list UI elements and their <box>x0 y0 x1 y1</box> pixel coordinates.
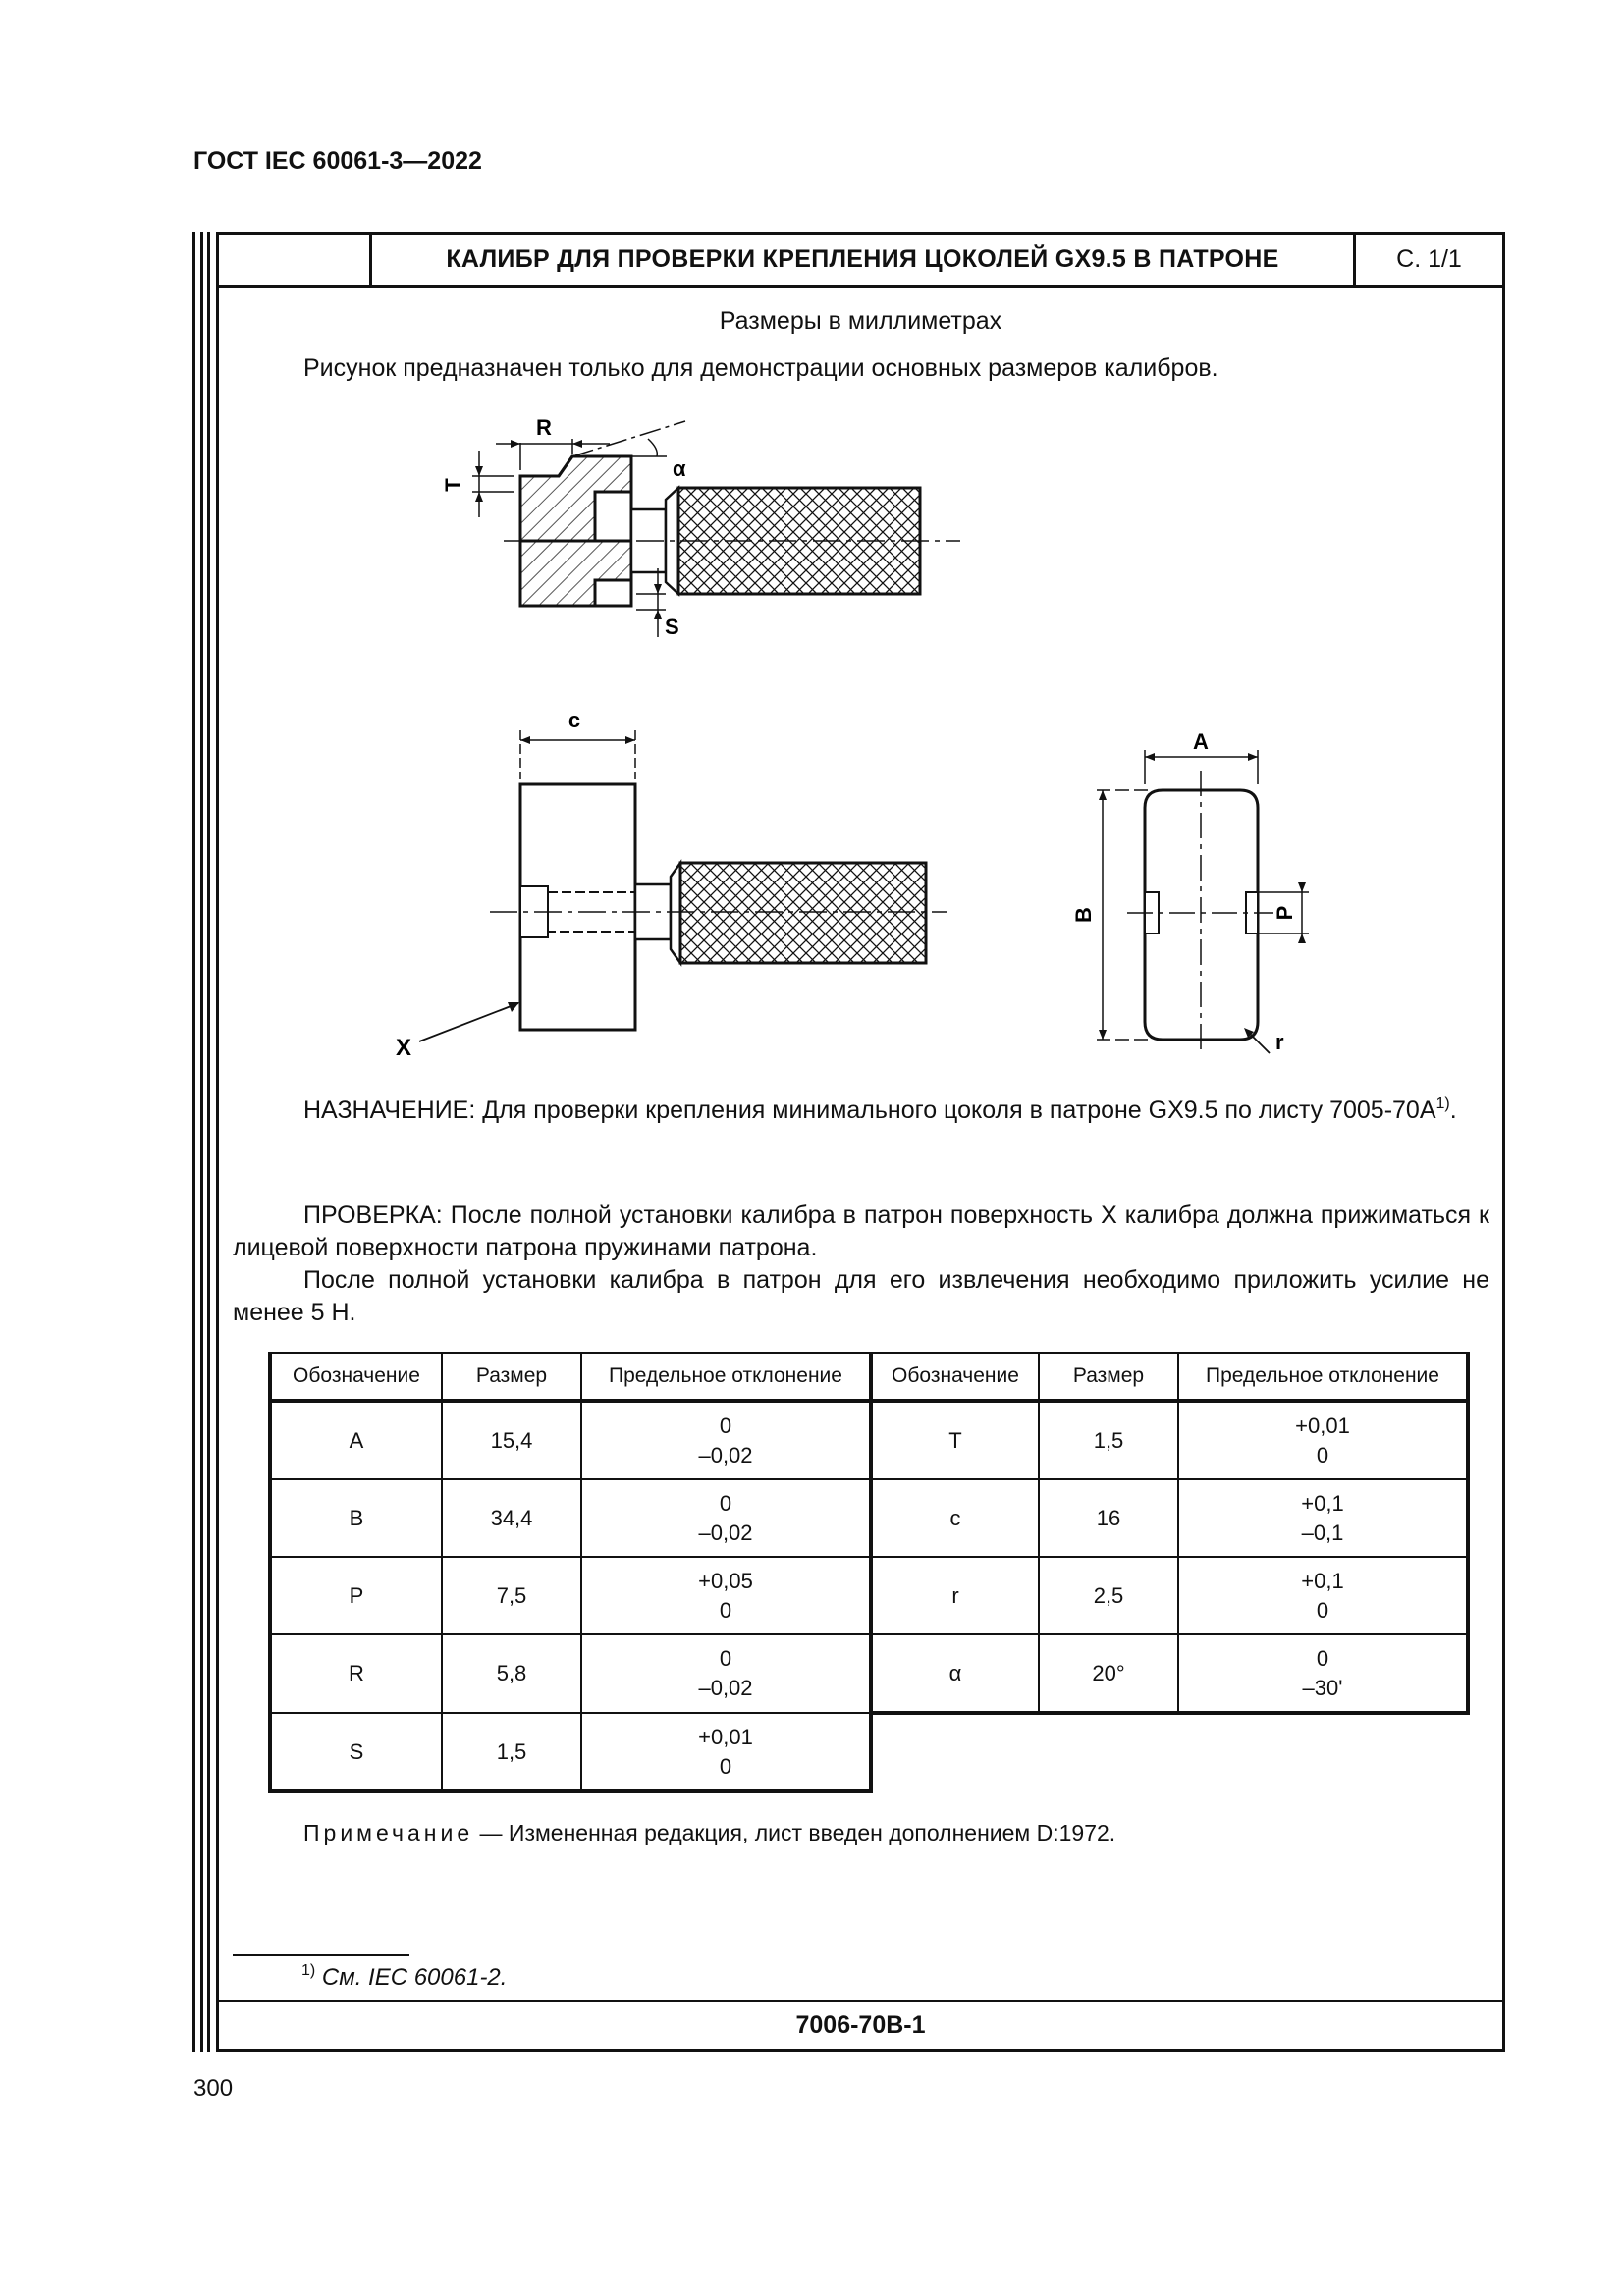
check-body-2: После полной установки калибра в патрон для его извлечения необходимо приложить усилие не менее 5 Н. <box>233 1266 1489 1326</box>
footnote-separator <box>233 1954 409 1956</box>
cell-tolerance <box>1178 1557 1468 1634</box>
units-note: Размеры в миллиметрах <box>719 307 1002 335</box>
side-view <box>1071 729 1309 1054</box>
cell-size: 15,4 <box>442 1401 581 1479</box>
cell-symbol: r <box>871 1557 1039 1634</box>
table-row <box>270 1713 1468 1791</box>
front-view <box>396 708 947 1061</box>
title-blank-cell <box>219 235 372 285</box>
note-text: — Измененная редакция, лист введен дополнением D:1972. <box>473 1820 1116 1845</box>
footnote <box>301 1964 507 1992</box>
cell-symbol: α <box>871 1634 1039 1713</box>
tol-lower: 0 <box>719 1597 732 1623</box>
tol-lower: 0 <box>1316 1442 1329 1468</box>
check-text-1 <box>233 1200 1489 1264</box>
binding-bar <box>192 232 195 2052</box>
tol-upper: +0,01 <box>1295 1413 1350 1438</box>
section-view <box>441 415 960 639</box>
tol-lower: 0 <box>719 1753 732 1779</box>
tol-lower: –0,02 <box>698 1520 753 1545</box>
header-symbol: Обозначение <box>871 1353 1039 1401</box>
table-row <box>270 1634 1468 1713</box>
tol-upper: +0,01 <box>698 1724 753 1749</box>
table-row <box>270 1479 1468 1557</box>
footnote-marker: 1) <box>301 1962 316 1979</box>
cell-size: 2,5 <box>1039 1557 1178 1634</box>
note-label: Примечание <box>303 1820 474 1845</box>
cell-size: 1,5 <box>442 1713 581 1791</box>
sheet-title: КАЛИБР ДЛЯ ПРОВЕРКИ КРЕПЛЕНИЯ ЦОКОЛЕЙ GX9.5 В ПАТРОНЕ <box>372 235 1356 285</box>
header-symbol: Обозначение <box>270 1353 442 1401</box>
tol-upper: 0 <box>719 1490 732 1516</box>
cell-symbol: T <box>871 1401 1039 1479</box>
cell-symbol: P <box>270 1557 442 1634</box>
standard-sheet <box>216 232 1505 2052</box>
standard-code: ГОСТ IEC 60061-3—2022 <box>193 147 482 175</box>
purpose-footnote-ref: 1) <box>1435 1095 1450 1112</box>
cell-size: 16 <box>1039 1479 1178 1557</box>
label-R: R <box>536 415 552 440</box>
cell-symbol: A <box>270 1401 442 1479</box>
cell-tolerance <box>581 1401 871 1479</box>
purpose-text <box>233 1095 1489 1127</box>
table-row <box>270 1401 1468 1479</box>
purpose-end: . <box>1449 1096 1457 1124</box>
footnote-text: См. IEC 60061-2. <box>315 1964 508 1991</box>
check-text-2 <box>233 1264 1489 1329</box>
cell-tolerance <box>581 1479 871 1557</box>
label-r: r <box>1275 1030 1284 1054</box>
tol-upper: 0 <box>1316 1645 1329 1671</box>
label-c: c <box>568 708 581 732</box>
note <box>303 1817 1115 1849</box>
cell-size: 34,4 <box>442 1479 581 1557</box>
cell-size: 7,5 <box>442 1557 581 1634</box>
cell-size: 5,8 <box>442 1634 581 1713</box>
cell-symbol: R <box>270 1634 442 1713</box>
tol-upper: +0,1 <box>1301 1490 1344 1516</box>
cell-symbol: S <box>270 1713 442 1791</box>
cell-tolerance <box>581 1557 871 1634</box>
cell-tolerance <box>1178 1401 1468 1479</box>
label-B: B <box>1071 907 1096 923</box>
empty-cell <box>871 1713 1468 1791</box>
tol-lower: –30' <box>1302 1675 1343 1700</box>
sheet-number: 7006-70B-1 <box>219 2000 1502 2049</box>
page-number: 300 <box>193 2075 234 2102</box>
title-row <box>219 235 1502 288</box>
tol-lower: 0 <box>1316 1597 1329 1623</box>
tol-upper: 0 <box>719 1646 732 1671</box>
header-size: Размер <box>442 1353 581 1401</box>
page-reference: С. 1/1 <box>1396 245 1462 273</box>
check-body-1: ПРОВЕРКА: После полной установки калибра в патрон поверхность X калибра должна прижиматься к лицевой поверхности патрона пружинами патрона. <box>233 1201 1489 1261</box>
label-S: S <box>665 614 679 639</box>
cell-tolerance <box>1178 1479 1468 1557</box>
dimensions-table <box>268 1352 1470 1793</box>
label-alpha: α <box>673 456 686 481</box>
table-header-row <box>270 1353 1468 1401</box>
header-size: Размер <box>1039 1353 1178 1401</box>
binding-bar <box>207 232 210 2052</box>
cell-tolerance <box>581 1634 871 1713</box>
header-tolerance: Предельное отклонение <box>1178 1353 1468 1401</box>
label-A: A <box>1193 729 1209 754</box>
tol-lower: –0,02 <box>698 1676 753 1700</box>
tol-lower: –0,02 <box>698 1442 753 1468</box>
purpose-body: НАЗНАЧЕНИЕ: Для проверки крепления минимального цоколя в патроне GX9.5 по листу 7005-70А <box>303 1096 1436 1124</box>
binding-bar <box>200 232 203 2052</box>
tol-upper: 0 <box>719 1413 732 1438</box>
label-P: P <box>1272 905 1297 921</box>
cell-symbol: c <box>871 1479 1039 1557</box>
drawing-note: Рисунок предназначен только для демонстрации основных размеров калибров. <box>303 354 1218 382</box>
cell-tolerance <box>1178 1634 1468 1713</box>
label-X: X <box>396 1035 412 1061</box>
label-T: T <box>441 478 465 492</box>
cell-tolerance <box>581 1713 871 1791</box>
table-row <box>270 1557 1468 1634</box>
cell-size: 1,5 <box>1039 1401 1178 1479</box>
tol-lower: –0,1 <box>1301 1520 1344 1545</box>
cell-symbol: B <box>270 1479 442 1557</box>
tol-upper: +0,05 <box>698 1568 753 1593</box>
gauge-drawing <box>219 392 1502 1314</box>
header-tolerance: Предельное отклонение <box>581 1353 871 1401</box>
cell-size: 20° <box>1039 1634 1178 1713</box>
tol-upper: +0,1 <box>1301 1568 1344 1593</box>
